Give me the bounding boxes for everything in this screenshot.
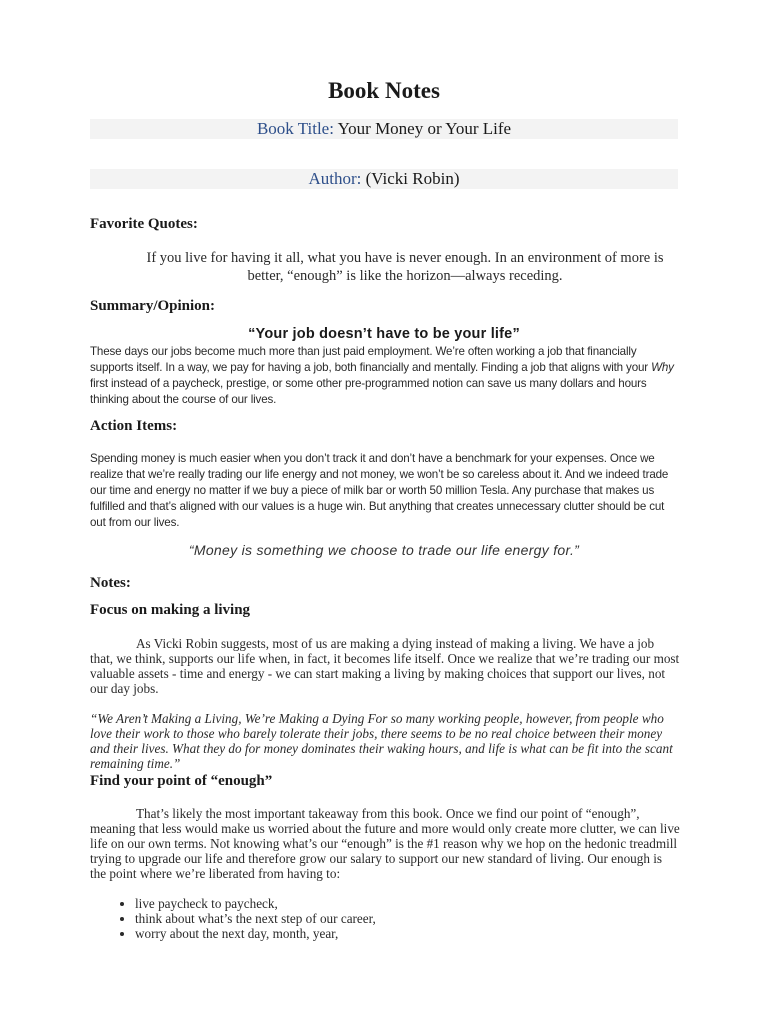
summary-heading: Summary/Opinion:: [90, 298, 216, 314]
book-title-value: Your Money or Your Life: [337, 119, 512, 138]
section-focus-heading: Focus on making a living: [90, 602, 251, 618]
notes-heading: Notes:: [90, 575, 131, 591]
author-value: (Vicki Robin): [365, 169, 460, 188]
summary-subheading: “Your job doesn’t have to be your life”: [248, 326, 520, 342]
list-item: • live paycheck to paycheck,: [135, 896, 376, 911]
author-row: [90, 169, 678, 189]
page-title: Book Notes: [328, 78, 440, 103]
favorite-quotes-heading: Favorite Quotes:: [90, 216, 198, 232]
section-enough-heading: Find your point of “enough”: [90, 773, 273, 789]
action-items-heading: Action Items:: [90, 418, 178, 434]
summary-text-start: These days our jobs become much more than just paid employment. We’re often working a job that financially supports itself. In a way, we pay for having a job, both financially and mentally. Finding a job that aligns with your: [90, 345, 652, 374]
section-focus-quote: “We Aren’t Making a Living, We’re Making a Dying For so many working people, however, from people who love their work to those who barely tolerate their jobs, there seems to be no real choice between their money and their lives. What they do for money dominates their waking hours, and life is what can be fit into the scant remaining time.”: [90, 711, 673, 771]
favorite-quote: If you live for having it all, what you have is never enough. In an environment of more is better, “enough” is like the horizon—always receding.: [146, 250, 664, 284]
summary-text: [90, 344, 680, 408]
enough-bullet-list: [90, 896, 376, 941]
list-item: • think about what’s the next step of our career,: [135, 911, 376, 926]
action-items-quote: “Money is something we choose to trade our life energy for.”: [188, 542, 580, 558]
action-items-text: Spending money is much easier when you don’t track it and don’t have a benchmark for your expenses. Once we realize that we’re really trading our life energy and not money, we won’t be so careless about it. And we indeed trade our time and energy no matter if we buy a piece of milk bar or worth 50 million Tesla. Any purchase that makes us fulfilled and that’s aligned with our values is a huge win. But anything that creates unnecessary clutter should be cut out from our lives.: [90, 452, 669, 529]
summary-text-emphasis: Why: [651, 361, 674, 374]
author-label: Author:: [308, 169, 362, 188]
book-title-label: Book Title:: [256, 119, 334, 138]
section-enough-text: That’s likely the most important takeaway from this book. Once we find our point of “enough”, meaning that less would make us worried about the future and more would only create more clutter, we can live life on our own terms. Not knowing what’s our “enough” is the #1 reason why we hop on the hedonic treadmill trying to upgrade our life and therefore grow our salary to support our new standard of living. Our enough is the point where we’re liberated from having to:: [90, 806, 680, 881]
summary-text-end: first instead of a paycheck, prestige, or some other pre-programmed notion can save us many dollars and hours thinking about the course of our lives.: [90, 377, 647, 406]
list-item: • worry about the next day, month, year,: [135, 926, 376, 941]
book-title-row: [90, 119, 678, 139]
section-focus-text: As Vicki Robin suggests, most of us are making a dying instead of making a living. We have a job that, we think, supports our life when, in fact, it becomes life itself. Once we realize that we’re trading our most valuable assets - time and energy - we can start making a living by making choices that support our lives, not our day jobs.: [90, 636, 680, 696]
